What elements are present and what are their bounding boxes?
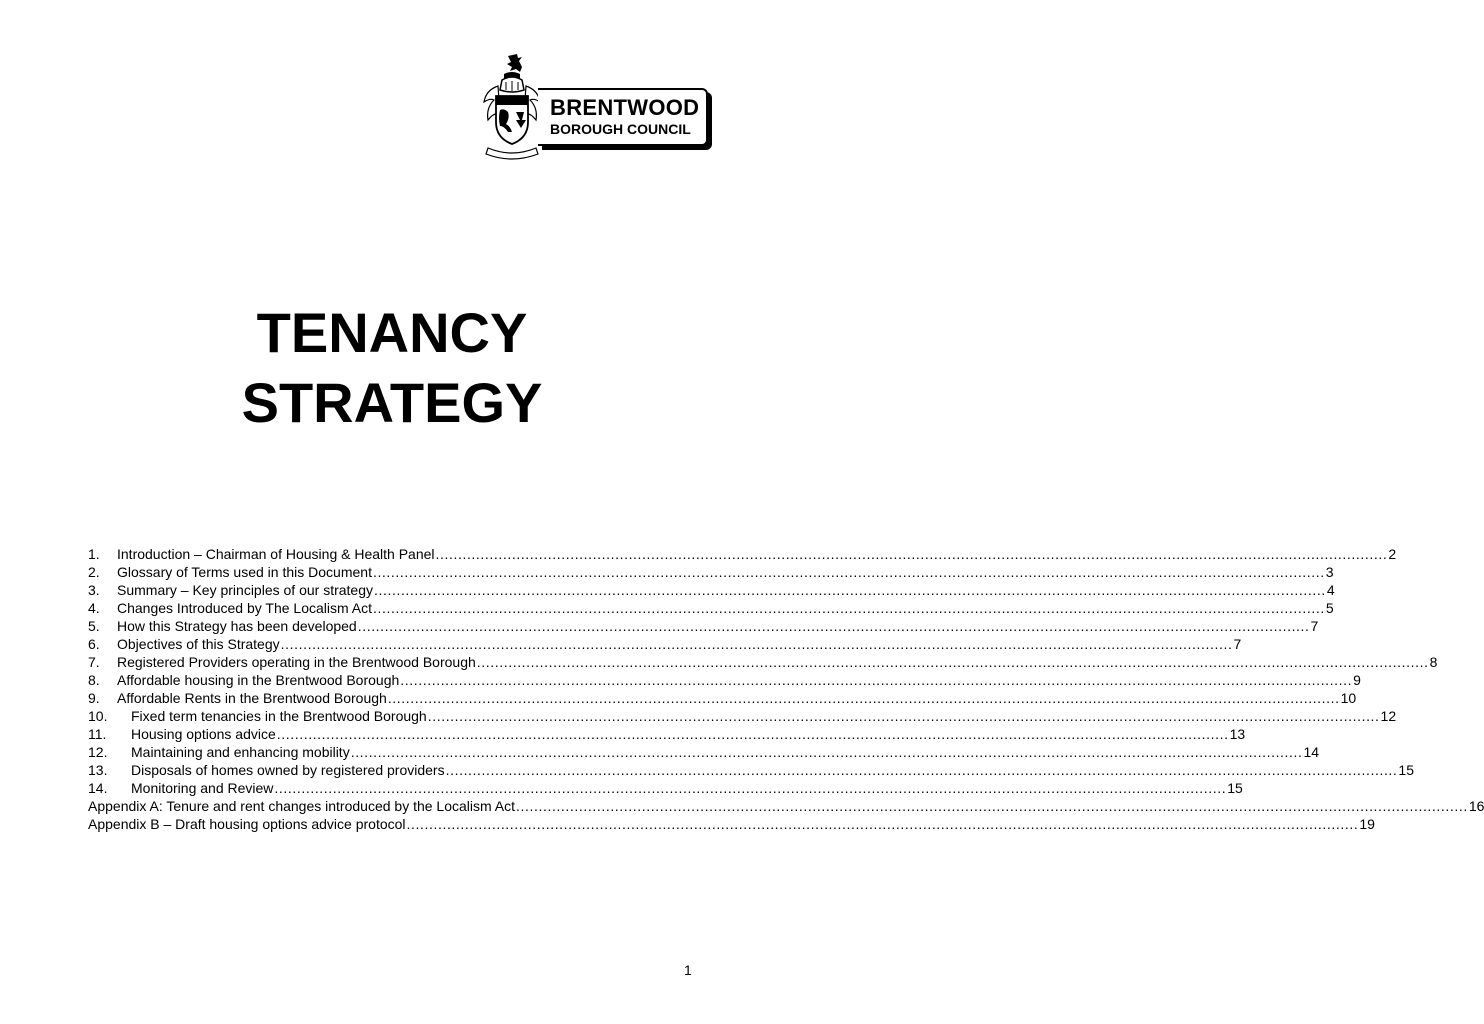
toc-entry-page: 10 (1340, 690, 1357, 706)
page-number: 1 (684, 962, 692, 978)
toc-entry-number: 1. (88, 546, 100, 562)
toc-entry-page: 15 (1227, 780, 1243, 796)
toc-entry-number: 2. (88, 564, 100, 580)
toc-entry[interactable] (88, 689, 1357, 707)
council-name-line1: BRENTWOOD (550, 95, 700, 120)
toc-entry-page: 19 (1359, 816, 1375, 832)
toc-entry-page: 3 (1325, 564, 1334, 580)
council-logo (474, 52, 714, 164)
toc-entry[interactable] (88, 671, 1361, 689)
toc-entry-number: 6. (88, 636, 100, 652)
toc-entry-number: 13. (88, 762, 108, 778)
toc-entry-number: 9. (88, 690, 100, 706)
toc-dot-leader (373, 563, 1325, 581)
toc-entry-number: 10. (88, 708, 108, 724)
toc-dot-leader (388, 689, 1340, 707)
toc-entry-page: 4 (1326, 582, 1335, 598)
toc-entry-page: 16 (1468, 798, 1484, 814)
toc-dot-leader (373, 599, 1325, 617)
toc-entry-title: How this Strategy has been developed (117, 618, 357, 634)
toc-entry[interactable] (88, 743, 1320, 761)
toc-entry-page: 7 (1310, 618, 1319, 634)
toc-entry-page: 2 (1388, 546, 1397, 562)
toc-dot-leader (277, 725, 1229, 743)
toc-entry-number: 7. (88, 654, 100, 670)
toc-entry[interactable] (88, 707, 1397, 725)
document-title-line2: STRATEGY (241, 371, 543, 434)
toc-entry[interactable] (88, 725, 1246, 743)
toc-entry-page: 15 (1398, 762, 1414, 778)
toc-entry-title: Registered Providers operating in the Brentwood Borough (117, 654, 476, 670)
toc-entry-title: Glossary of Terms used in this Document (117, 564, 372, 580)
toc-entry-title: Affordable Rents in the Brentwood Borough (117, 690, 387, 706)
toc-entry-title: Monitoring and Review (131, 780, 274, 796)
toc-entry-title: Introduction – Chairman of Housing & Health Panel (117, 546, 435, 562)
council-nameplate (538, 88, 708, 146)
coat-of-arms-icon (478, 52, 546, 162)
toc-entry[interactable] (88, 815, 1375, 833)
toc-entry[interactable] (88, 563, 1334, 581)
toc-entry-page: 14 (1303, 744, 1320, 760)
toc-entry-title: Objectives of this Strategy (117, 636, 280, 652)
toc-entry[interactable] (88, 635, 1242, 653)
toc-dot-leader (428, 707, 1380, 725)
toc-dot-leader (281, 635, 1233, 653)
toc-entry[interactable] (88, 545, 1397, 563)
toc-entry-title: Changes Introduced by The Localism Act (117, 600, 373, 616)
toc-entry-title: Disposals of homes owned by registered providers (131, 762, 445, 778)
toc-dot-leader (446, 761, 1398, 779)
toc-dot-leader (274, 779, 1226, 797)
toc-dot-leader (351, 743, 1303, 761)
toc-entry-title: Appendix B – Draft housing options advice protocol (88, 816, 406, 832)
toc-dot-leader (400, 671, 1352, 689)
toc-entry-number: 4. (88, 600, 100, 616)
toc-dot-leader (407, 815, 1359, 833)
toc-entry[interactable] (88, 599, 1334, 617)
document-title-line1: TENANCY (256, 301, 528, 364)
toc-entry-number: 12. (88, 744, 108, 760)
toc-entry-page: 8 (1429, 654, 1438, 670)
toc-entry-page: 13 (1229, 726, 1246, 742)
toc-entry[interactable] (88, 617, 1319, 635)
toc-entry-title: Appendix A: Tenure and rent changes introduced by the Localism Act (88, 798, 516, 814)
toc-entry-title: Summary – Key principles of our strategy (117, 582, 373, 598)
toc-dot-leader (477, 653, 1429, 671)
toc-dot-leader (436, 545, 1388, 563)
toc-entry-title: Housing options advice (131, 726, 276, 742)
toc-entry-title: Maintaining and enhancing mobility (131, 744, 350, 760)
toc-entry-number: 3. (88, 582, 100, 598)
toc-entry[interactable] (88, 761, 1414, 779)
toc-entry-page: 9 (1353, 672, 1361, 688)
toc-entry[interactable] (88, 581, 1335, 599)
toc-entry[interactable] (88, 653, 1438, 671)
toc-dot-leader (516, 797, 1468, 815)
toc-entry-number: 14. (88, 780, 108, 796)
toc-entry-page: 12 (1380, 708, 1397, 724)
toc-entry[interactable] (88, 779, 1243, 797)
toc-entry-title: Fixed term tenancies in the Brentwood Borough (131, 708, 427, 724)
toc-entry[interactable] (88, 797, 1484, 815)
table-of-contents (88, 545, 1484, 833)
toc-entry-page: 5 (1325, 600, 1334, 616)
toc-entry-number: 8. (88, 672, 100, 688)
council-name-line2: BOROUGH COUNCIL (550, 121, 691, 137)
toc-entry-title: Affordable housing in the Brentwood Borough (117, 672, 400, 688)
toc-entry-number: 5. (88, 618, 100, 634)
toc-entry-number: 11. (88, 726, 107, 742)
toc-entry-page: 7 (1233, 636, 1242, 652)
toc-dot-leader (374, 581, 1326, 599)
toc-dot-leader (358, 617, 1310, 635)
